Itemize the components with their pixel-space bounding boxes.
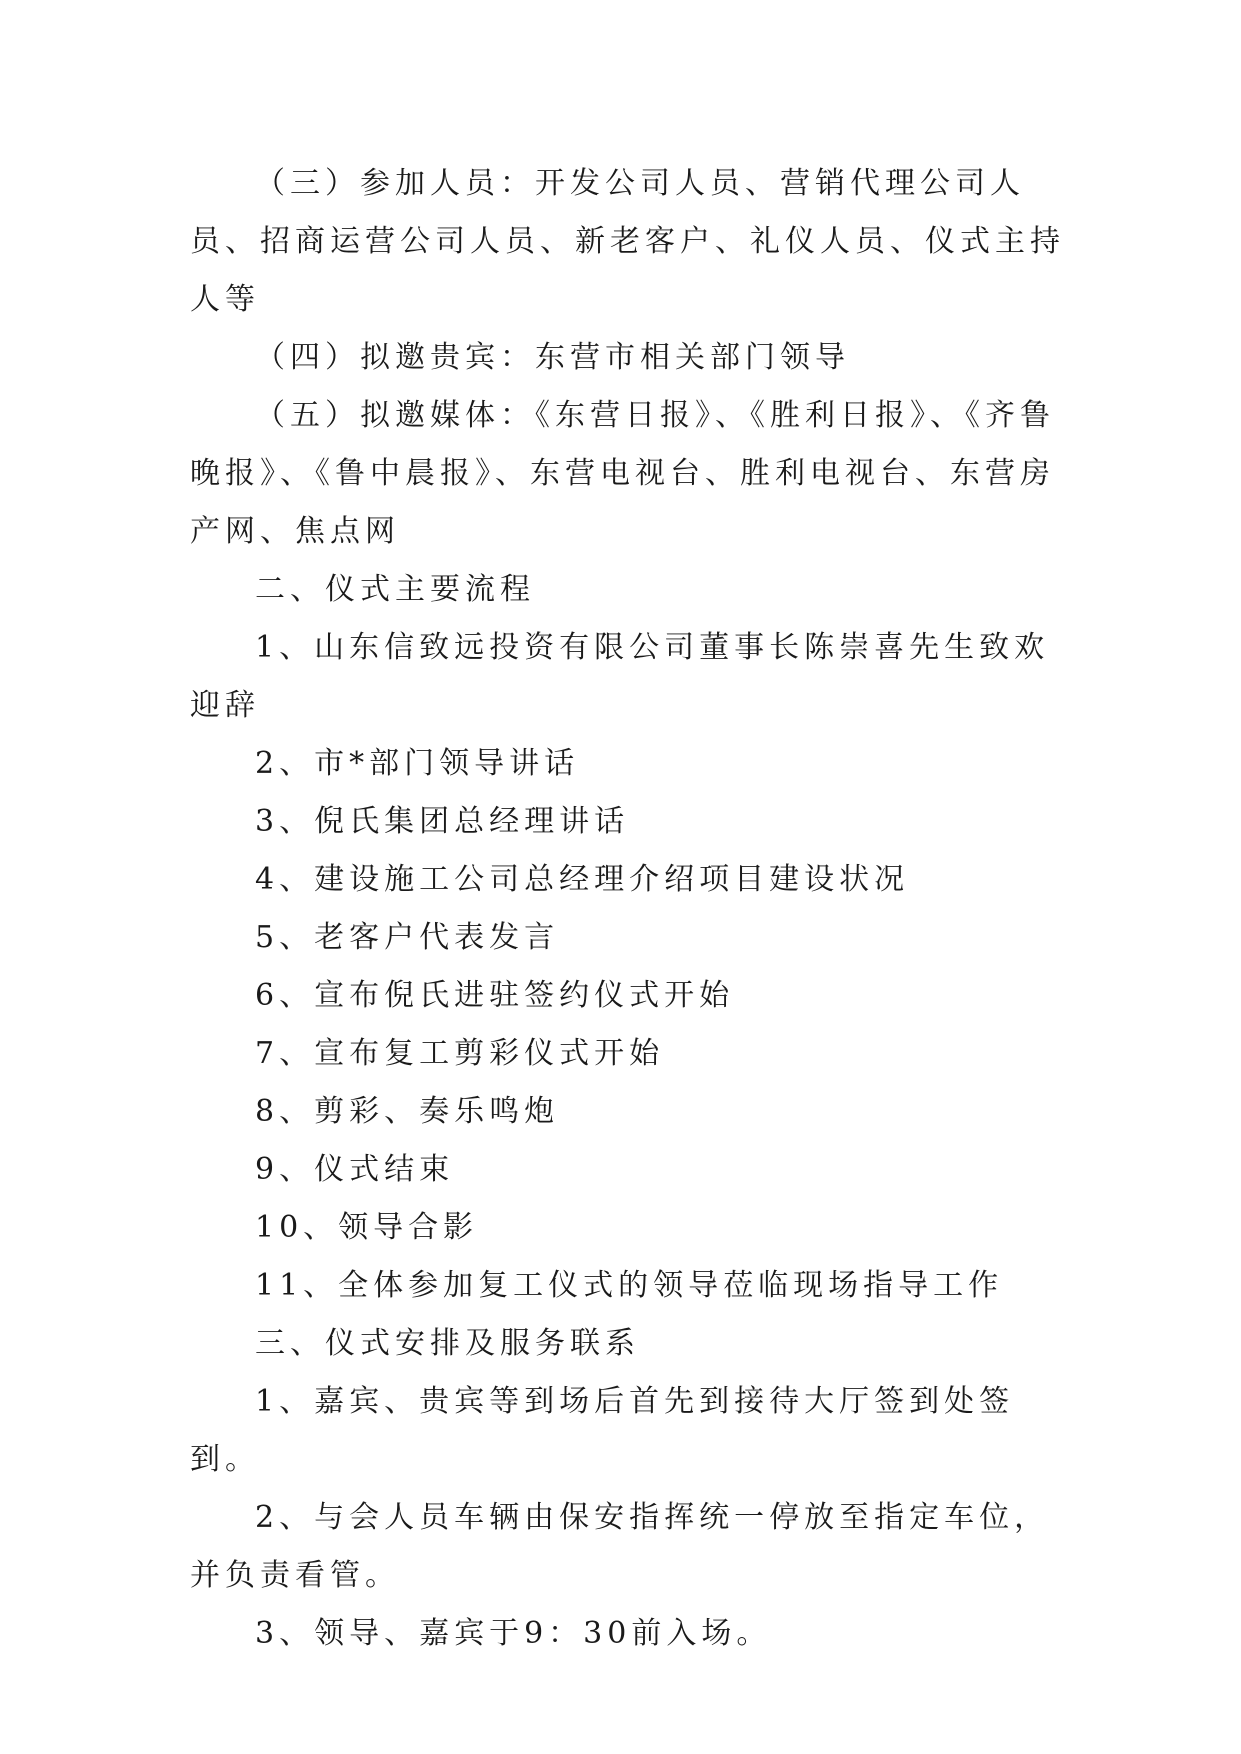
paragraph-invited-media: （五）拟邀媒体：《东营日报》、《胜利日报》、《齐鲁晚报》、《鲁中晨报》、东营电视台、胜利电视台、东营房产网、焦点网: [190, 398, 1055, 549]
paragraph-invited-guests: （四）拟邀贵宾：东营市相关部门领导: [255, 340, 850, 375]
procedure-item-3: 3、倪氏集团总经理讲话: [255, 804, 630, 839]
procedure-item-8: 8、剪彩、奏乐鸣炮: [255, 1094, 560, 1129]
procedure-item-11: 11、全体参加复工仪式的领导莅临现场指导工作: [255, 1268, 1004, 1303]
document-body: [190, 155, 1070, 1663]
procedure-item-4: 4、建设施工公司总经理介绍项目建设状况: [255, 862, 910, 897]
section-heading-arrangements: 三、仪式安排及服务联系: [255, 1326, 640, 1361]
procedure-item-5: 5、老客户代表发言: [255, 920, 560, 955]
section-heading-procedure: 二、仪式主要流程: [255, 572, 535, 607]
procedure-item-7: 7、宣布复工剪彩仪式开始: [255, 1036, 665, 1071]
arrangement-item-3: 3、领导、嘉宾于9：30前入场。: [255, 1616, 772, 1651]
procedure-item-10: 10、领导合影: [255, 1210, 479, 1245]
procedure-item-1: 1、山东信致远投资有限公司董事长陈崇喜先生致欢迎辞: [190, 630, 1050, 723]
arrangement-item-2: 2、与会人员车辆由保安指挥统一停放至指定车位，并负责看管。: [190, 1500, 1050, 1593]
paragraph-attendees: （三）参加人员：开发公司人员、营销代理公司人员、招商运营公司人员、新老客户、礼仪人员、仪式主持人等: [190, 166, 1065, 317]
procedure-item-6: 6、宣布倪氏进驻签约仪式开始: [255, 978, 735, 1013]
procedure-item-2: 2、市*部门领导讲话: [255, 746, 580, 781]
arrangement-item-1: 1、嘉宾、贵宾等到场后首先到接待大厅签到处签到。: [190, 1384, 1015, 1477]
procedure-item-9: 9、仪式结束: [255, 1152, 455, 1187]
